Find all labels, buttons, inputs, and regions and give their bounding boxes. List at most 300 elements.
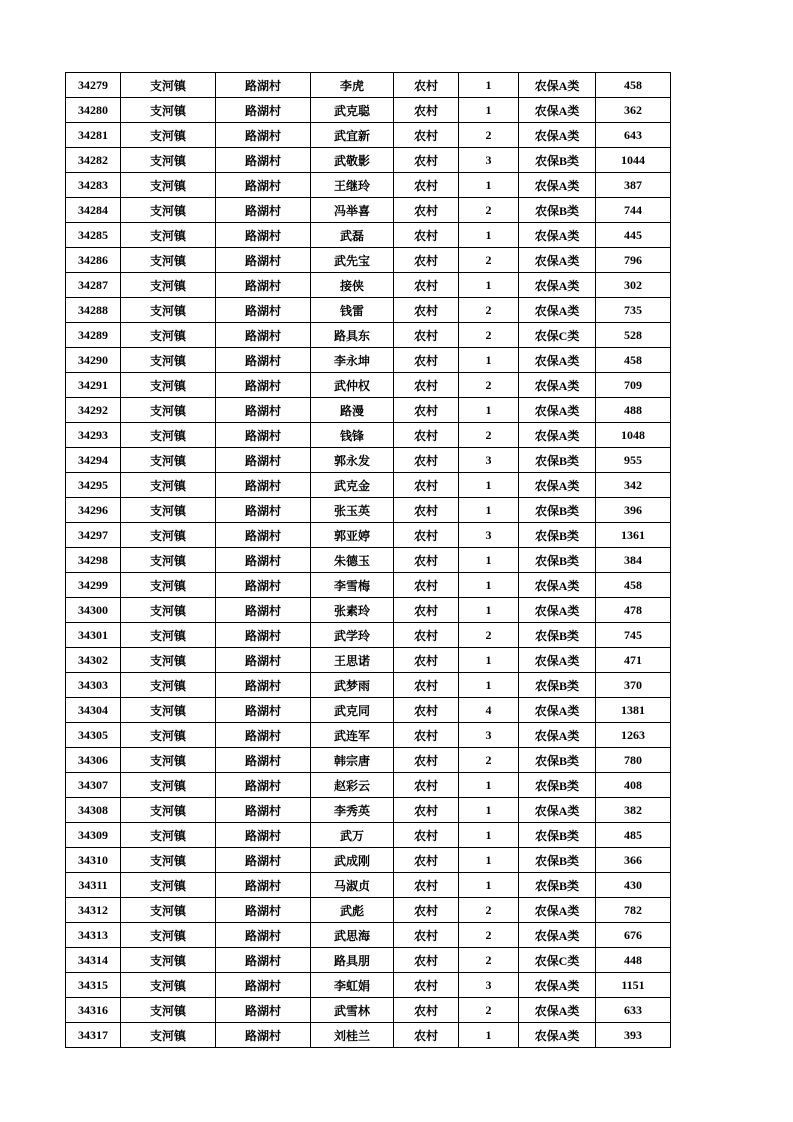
table-cell-id: 34295 — [66, 473, 121, 498]
table-cell-residence: 农村 — [394, 198, 459, 223]
table-cell-name: 武彪 — [311, 898, 394, 923]
table-cell-name: 钱雷 — [311, 298, 394, 323]
table-cell-count: 2 — [459, 423, 519, 448]
table-cell-name: 武学玲 — [311, 623, 394, 648]
table-cell-category: 农保B类 — [519, 148, 596, 173]
table-cell-amount: 735 — [596, 298, 671, 323]
table-cell-town: 支河镇 — [121, 598, 216, 623]
table-cell-category: 农保A类 — [519, 798, 596, 823]
table-row — [66, 98, 671, 123]
table-cell-name: 李雪梅 — [311, 573, 394, 598]
table-cell-category: 农保A类 — [519, 723, 596, 748]
table-cell-id: 34304 — [66, 698, 121, 723]
table-cell-amount: 796 — [596, 248, 671, 273]
table-cell-town: 支河镇 — [121, 798, 216, 823]
table-cell-count: 1 — [459, 848, 519, 873]
table-row — [66, 273, 671, 298]
table-cell-name: 刘桂兰 — [311, 1023, 394, 1048]
table-cell-amount: 302 — [596, 273, 671, 298]
table-row — [66, 598, 671, 623]
table-cell-town: 支河镇 — [121, 823, 216, 848]
table-cell-amount: 387 — [596, 173, 671, 198]
table-cell-residence: 农村 — [394, 723, 459, 748]
table-cell-village: 路湖村 — [216, 423, 311, 448]
table-cell-count: 2 — [459, 373, 519, 398]
table-cell-id: 34284 — [66, 198, 121, 223]
table-cell-residence: 农村 — [394, 448, 459, 473]
table-cell-count: 3 — [459, 148, 519, 173]
table-cell-residence: 农村 — [394, 373, 459, 398]
table-cell-id: 34280 — [66, 98, 121, 123]
table-cell-id: 34313 — [66, 923, 121, 948]
table-cell-id: 34316 — [66, 998, 121, 1023]
table-body — [66, 73, 671, 1048]
table-cell-town: 支河镇 — [121, 498, 216, 523]
table-cell-village: 路湖村 — [216, 1023, 311, 1048]
table-cell-count: 2 — [459, 123, 519, 148]
table-cell-town: 支河镇 — [121, 373, 216, 398]
table-cell-amount: 448 — [596, 948, 671, 973]
table-cell-id: 34306 — [66, 748, 121, 773]
table-cell-name: 武思海 — [311, 923, 394, 948]
table-cell-town: 支河镇 — [121, 398, 216, 423]
table-cell-amount: 370 — [596, 673, 671, 698]
table-cell-name: 马淑贞 — [311, 873, 394, 898]
table-cell-id: 34291 — [66, 373, 121, 398]
table-cell-amount: 445 — [596, 223, 671, 248]
table-row — [66, 323, 671, 348]
table-cell-category: 农保A类 — [519, 73, 596, 98]
table-cell-residence: 农村 — [394, 123, 459, 148]
table-cell-town: 支河镇 — [121, 448, 216, 473]
table-cell-village: 路湖村 — [216, 98, 311, 123]
table-cell-town: 支河镇 — [121, 198, 216, 223]
table-cell-category: 农保A类 — [519, 998, 596, 1023]
table-cell-residence: 农村 — [394, 598, 459, 623]
table-cell-id: 34281 — [66, 123, 121, 148]
table-cell-residence: 农村 — [394, 623, 459, 648]
table-cell-amount: 458 — [596, 348, 671, 373]
table-cell-residence: 农村 — [394, 73, 459, 98]
table-cell-category: 农保B类 — [519, 823, 596, 848]
table-row — [66, 948, 671, 973]
table-cell-category: 农保A类 — [519, 573, 596, 598]
table-cell-id: 34305 — [66, 723, 121, 748]
table-cell-town: 支河镇 — [121, 773, 216, 798]
table-cell-count: 1 — [459, 648, 519, 673]
table-cell-village: 路湖村 — [216, 398, 311, 423]
table-cell-village: 路湖村 — [216, 623, 311, 648]
table-cell-id: 34298 — [66, 548, 121, 573]
table-row — [66, 923, 671, 948]
table-cell-name: 张玉英 — [311, 498, 394, 523]
table-cell-village: 路湖村 — [216, 773, 311, 798]
table-cell-category: 农保B类 — [519, 448, 596, 473]
table-cell-town: 支河镇 — [121, 323, 216, 348]
table-cell-id: 34308 — [66, 798, 121, 823]
table-cell-name: 李秀英 — [311, 798, 394, 823]
table-cell-amount: 382 — [596, 798, 671, 823]
table-cell-category: 农保A类 — [519, 173, 596, 198]
table-cell-count: 1 — [459, 98, 519, 123]
table-cell-count: 2 — [459, 998, 519, 1023]
table-cell-village: 路湖村 — [216, 323, 311, 348]
table-cell-amount: 1361 — [596, 523, 671, 548]
table-cell-count: 2 — [459, 923, 519, 948]
table-cell-residence: 农村 — [394, 398, 459, 423]
table-cell-village: 路湖村 — [216, 698, 311, 723]
table-cell-amount: 782 — [596, 898, 671, 923]
table-cell-name: 郭亚婷 — [311, 523, 394, 548]
table-cell-village: 路湖村 — [216, 348, 311, 373]
table-cell-residence: 农村 — [394, 673, 459, 698]
table-cell-id: 34312 — [66, 898, 121, 923]
table-cell-name: 武磊 — [311, 223, 394, 248]
table-row — [66, 973, 671, 998]
table-cell-town: 支河镇 — [121, 273, 216, 298]
table-cell-name: 武梦雨 — [311, 673, 394, 698]
table-row — [66, 798, 671, 823]
table-cell-village: 路湖村 — [216, 273, 311, 298]
table-cell-village: 路湖村 — [216, 748, 311, 773]
table-row — [66, 648, 671, 673]
table-cell-name: 武连军 — [311, 723, 394, 748]
table-cell-residence: 农村 — [394, 523, 459, 548]
table-cell-id: 34296 — [66, 498, 121, 523]
table-row — [66, 848, 671, 873]
table-row — [66, 448, 671, 473]
table-cell-residence: 农村 — [394, 298, 459, 323]
table-row — [66, 298, 671, 323]
table-cell-category: 农保A类 — [519, 223, 596, 248]
table-cell-count: 1 — [459, 348, 519, 373]
table-cell-town: 支河镇 — [121, 473, 216, 498]
table-cell-id: 34293 — [66, 423, 121, 448]
table-cell-name: 郭永发 — [311, 448, 394, 473]
table-cell-town: 支河镇 — [121, 923, 216, 948]
table-cell-town: 支河镇 — [121, 98, 216, 123]
table-cell-id: 34279 — [66, 73, 121, 98]
table-cell-amount: 362 — [596, 98, 671, 123]
table-cell-amount: 488 — [596, 398, 671, 423]
table-cell-amount: 471 — [596, 648, 671, 673]
table-cell-residence: 农村 — [394, 998, 459, 1023]
table-cell-town: 支河镇 — [121, 998, 216, 1023]
table-cell-residence: 农村 — [394, 148, 459, 173]
table-cell-amount: 408 — [596, 773, 671, 798]
table-cell-amount: 780 — [596, 748, 671, 773]
table-row — [66, 723, 671, 748]
table-cell-category: 农保C类 — [519, 323, 596, 348]
table-cell-name: 路具东 — [311, 323, 394, 348]
table-cell-village: 路湖村 — [216, 798, 311, 823]
table-cell-count: 2 — [459, 623, 519, 648]
table-cell-id: 34301 — [66, 623, 121, 648]
table-cell-category: 农保A类 — [519, 273, 596, 298]
table-cell-count: 2 — [459, 898, 519, 923]
table-cell-amount: 528 — [596, 323, 671, 348]
table-cell-residence: 农村 — [394, 98, 459, 123]
table-cell-name: 韩宗唐 — [311, 748, 394, 773]
table-cell-id: 34303 — [66, 673, 121, 698]
table-cell-residence: 农村 — [394, 473, 459, 498]
table-cell-village: 路湖村 — [216, 723, 311, 748]
table-cell-id: 34294 — [66, 448, 121, 473]
table-cell-residence: 农村 — [394, 898, 459, 923]
table-cell-residence: 农村 — [394, 248, 459, 273]
table-cell-town: 支河镇 — [121, 348, 216, 373]
table-cell-category: 农保B类 — [519, 773, 596, 798]
table-cell-id: 34311 — [66, 873, 121, 898]
table-cell-residence: 农村 — [394, 973, 459, 998]
table-cell-count: 1 — [459, 798, 519, 823]
table-cell-amount: 745 — [596, 623, 671, 648]
table-cell-name: 武先宝 — [311, 248, 394, 273]
table-cell-id: 34292 — [66, 398, 121, 423]
table-row — [66, 373, 671, 398]
table-cell-residence: 农村 — [394, 848, 459, 873]
table-cell-category: 农保B类 — [519, 548, 596, 573]
table-cell-count: 1 — [459, 223, 519, 248]
table-cell-name: 路漫 — [311, 398, 394, 423]
table-cell-id: 34283 — [66, 173, 121, 198]
table-cell-count: 1 — [459, 823, 519, 848]
table-cell-count: 1 — [459, 873, 519, 898]
table-row — [66, 173, 671, 198]
table-cell-name: 王继玲 — [311, 173, 394, 198]
table-cell-residence: 农村 — [394, 548, 459, 573]
table-row — [66, 1023, 671, 1048]
table-cell-village: 路湖村 — [216, 598, 311, 623]
table-cell-count: 1 — [459, 573, 519, 598]
table-cell-amount: 709 — [596, 373, 671, 398]
table-cell-village: 路湖村 — [216, 898, 311, 923]
table-cell-residence: 农村 — [394, 323, 459, 348]
table-cell-town: 支河镇 — [121, 748, 216, 773]
table-cell-town: 支河镇 — [121, 1023, 216, 1048]
table-cell-village: 路湖村 — [216, 473, 311, 498]
table-cell-amount: 633 — [596, 998, 671, 1023]
table-cell-amount: 342 — [596, 473, 671, 498]
table-cell-village: 路湖村 — [216, 823, 311, 848]
table-cell-name: 武成刚 — [311, 848, 394, 873]
table-cell-residence: 农村 — [394, 798, 459, 823]
table-row — [66, 698, 671, 723]
table-cell-count: 1 — [459, 398, 519, 423]
table-row — [66, 623, 671, 648]
table-cell-residence: 农村 — [394, 573, 459, 598]
table-cell-village: 路湖村 — [216, 573, 311, 598]
table-cell-amount: 955 — [596, 448, 671, 473]
table-cell-village: 路湖村 — [216, 673, 311, 698]
table-cell-residence: 农村 — [394, 173, 459, 198]
table-cell-residence: 农村 — [394, 948, 459, 973]
table-cell-category: 农保A类 — [519, 473, 596, 498]
table-cell-village: 路湖村 — [216, 923, 311, 948]
table-cell-village: 路湖村 — [216, 498, 311, 523]
table-cell-count: 1 — [459, 673, 519, 698]
table-cell-amount: 1381 — [596, 698, 671, 723]
table-cell-name: 武万 — [311, 823, 394, 848]
table-row — [66, 573, 671, 598]
table-cell-name: 冯举喜 — [311, 198, 394, 223]
table-cell-name: 钱锋 — [311, 423, 394, 448]
table-cell-count: 1 — [459, 273, 519, 298]
table-cell-residence: 农村 — [394, 423, 459, 448]
table-cell-amount: 384 — [596, 548, 671, 573]
table-cell-amount: 485 — [596, 823, 671, 848]
table-cell-count: 1 — [459, 498, 519, 523]
table-cell-id: 34299 — [66, 573, 121, 598]
table-cell-residence: 农村 — [394, 273, 459, 298]
table-cell-town: 支河镇 — [121, 723, 216, 748]
table-cell-town: 支河镇 — [121, 573, 216, 598]
table-cell-category: 农保A类 — [519, 973, 596, 998]
table-cell-town: 支河镇 — [121, 648, 216, 673]
table-cell-town: 支河镇 — [121, 973, 216, 998]
table-cell-count: 1 — [459, 173, 519, 198]
table-cell-category: 农保A类 — [519, 923, 596, 948]
table-cell-village: 路湖村 — [216, 648, 311, 673]
table-cell-name: 武克聪 — [311, 98, 394, 123]
table-cell-count: 1 — [459, 548, 519, 573]
table-cell-amount: 430 — [596, 873, 671, 898]
table-cell-residence: 农村 — [394, 223, 459, 248]
table-cell-name: 李虎 — [311, 73, 394, 98]
table-cell-id: 34309 — [66, 823, 121, 848]
table-cell-town: 支河镇 — [121, 848, 216, 873]
table-cell-village: 路湖村 — [216, 448, 311, 473]
table-cell-name: 武克金 — [311, 473, 394, 498]
table-cell-name: 李永坤 — [311, 348, 394, 373]
table-cell-town: 支河镇 — [121, 898, 216, 923]
table-cell-category: 农保A类 — [519, 648, 596, 673]
table-cell-count: 3 — [459, 973, 519, 998]
table-cell-category: 农保A类 — [519, 98, 596, 123]
table-cell-category: 农保B类 — [519, 848, 596, 873]
table-cell-village: 路湖村 — [216, 73, 311, 98]
table-cell-category: 农保B类 — [519, 673, 596, 698]
table-cell-count: 1 — [459, 773, 519, 798]
table-cell-id: 34287 — [66, 273, 121, 298]
table-cell-amount: 458 — [596, 73, 671, 98]
table-row — [66, 148, 671, 173]
table-cell-id: 34282 — [66, 148, 121, 173]
table-cell-amount: 1048 — [596, 423, 671, 448]
table-cell-category: 农保A类 — [519, 423, 596, 448]
table-row — [66, 998, 671, 1023]
table-cell-village: 路湖村 — [216, 998, 311, 1023]
table-cell-village: 路湖村 — [216, 248, 311, 273]
table-cell-category: 农保B类 — [519, 498, 596, 523]
table-cell-name: 王思诺 — [311, 648, 394, 673]
table-cell-amount: 676 — [596, 923, 671, 948]
table-cell-residence: 农村 — [394, 923, 459, 948]
table-cell-amount: 1044 — [596, 148, 671, 173]
table-row — [66, 748, 671, 773]
table-cell-id: 34290 — [66, 348, 121, 373]
table-cell-id: 34289 — [66, 323, 121, 348]
table-row — [66, 248, 671, 273]
table-cell-village: 路湖村 — [216, 173, 311, 198]
table-cell-category: 农保A类 — [519, 298, 596, 323]
table-cell-village: 路湖村 — [216, 148, 311, 173]
table-row — [66, 73, 671, 98]
table-cell-residence: 农村 — [394, 348, 459, 373]
table-row — [66, 223, 671, 248]
table-cell-category: 农保C类 — [519, 948, 596, 973]
table-cell-count: 2 — [459, 298, 519, 323]
table-cell-id: 34288 — [66, 298, 121, 323]
table-cell-village: 路湖村 — [216, 848, 311, 873]
table-cell-residence: 农村 — [394, 823, 459, 848]
table-cell-amount: 744 — [596, 198, 671, 223]
table-cell-category: 农保A类 — [519, 123, 596, 148]
table-cell-category: 农保A类 — [519, 1023, 596, 1048]
table-cell-name: 武仲权 — [311, 373, 394, 398]
table-cell-name: 武克同 — [311, 698, 394, 723]
table-cell-id: 34315 — [66, 973, 121, 998]
table-cell-category: 农保A类 — [519, 398, 596, 423]
table-row — [66, 473, 671, 498]
table-cell-town: 支河镇 — [121, 673, 216, 698]
table-cell-category: 农保A类 — [519, 248, 596, 273]
table-row — [66, 548, 671, 573]
table-cell-id: 34285 — [66, 223, 121, 248]
data-table — [65, 72, 671, 1048]
table-cell-id: 34297 — [66, 523, 121, 548]
table-row — [66, 123, 671, 148]
table-cell-residence: 农村 — [394, 648, 459, 673]
table-cell-village: 路湖村 — [216, 223, 311, 248]
table-cell-name: 张素玲 — [311, 598, 394, 623]
table-row — [66, 673, 671, 698]
table-cell-name: 朱德玉 — [311, 548, 394, 573]
table-cell-town: 支河镇 — [121, 873, 216, 898]
table-row — [66, 898, 671, 923]
table-cell-town: 支河镇 — [121, 248, 216, 273]
table-row — [66, 398, 671, 423]
table-cell-village: 路湖村 — [216, 373, 311, 398]
table-cell-town: 支河镇 — [121, 948, 216, 973]
table-row — [66, 423, 671, 448]
table-cell-village: 路湖村 — [216, 948, 311, 973]
table-cell-amount: 393 — [596, 1023, 671, 1048]
table-cell-count: 2 — [459, 323, 519, 348]
table-cell-category: 农保A类 — [519, 598, 596, 623]
table-row — [66, 498, 671, 523]
table-cell-amount: 396 — [596, 498, 671, 523]
table-cell-count: 1 — [459, 1023, 519, 1048]
table-cell-count: 1 — [459, 73, 519, 98]
table-cell-id: 34317 — [66, 1023, 121, 1048]
table-cell-town: 支河镇 — [121, 73, 216, 98]
table-cell-village: 路湖村 — [216, 523, 311, 548]
table-cell-village: 路湖村 — [216, 873, 311, 898]
table-cell-name: 李虹娟 — [311, 973, 394, 998]
table-cell-count: 3 — [459, 523, 519, 548]
table-cell-name: 武雪林 — [311, 998, 394, 1023]
table-cell-town: 支河镇 — [121, 523, 216, 548]
table-row — [66, 198, 671, 223]
table-cell-village: 路湖村 — [216, 123, 311, 148]
table-cell-category: 农保A类 — [519, 898, 596, 923]
table-cell-residence: 农村 — [394, 773, 459, 798]
table-cell-name: 赵彩云 — [311, 773, 394, 798]
table-cell-category: 农保A类 — [519, 348, 596, 373]
table-cell-town: 支河镇 — [121, 123, 216, 148]
table-cell-count: 2 — [459, 248, 519, 273]
